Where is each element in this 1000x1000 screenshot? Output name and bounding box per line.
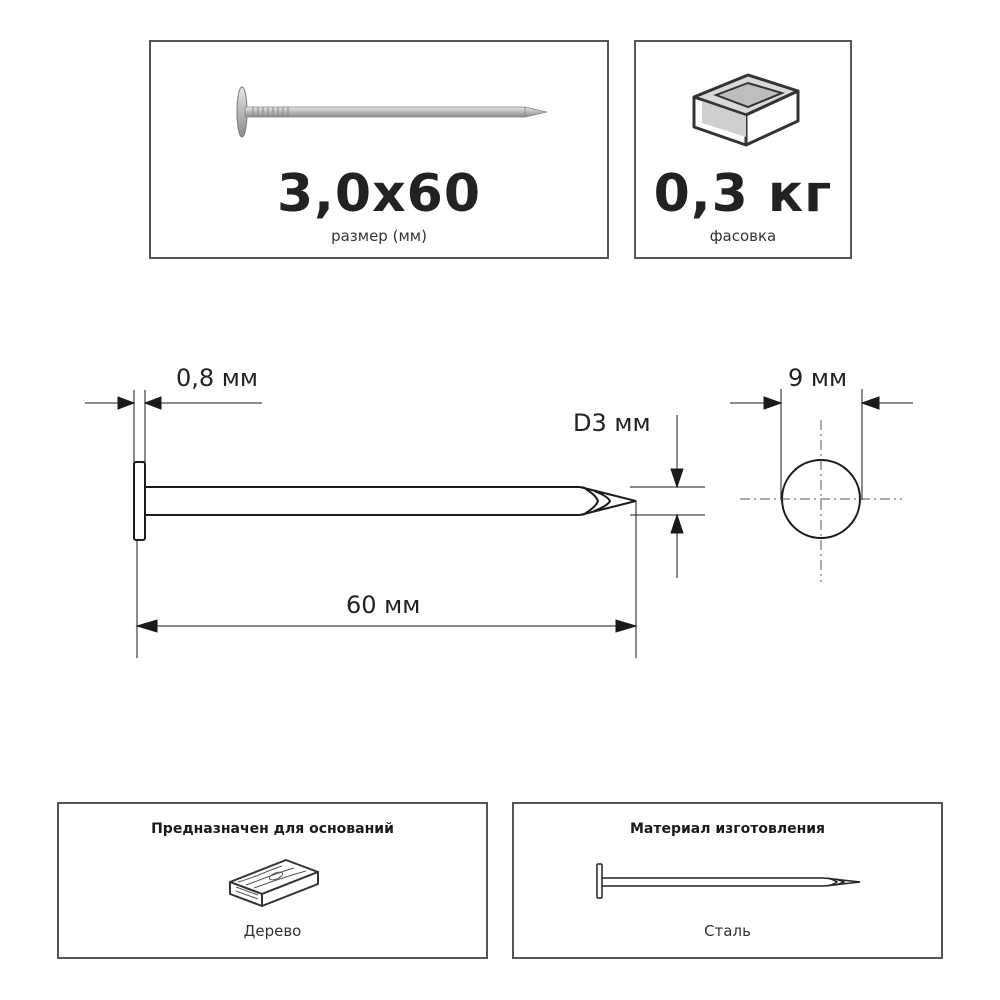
material-card [512, 802, 943, 959]
wood-plank-icon [224, 852, 324, 912]
material-label: Сталь [704, 922, 751, 940]
head-diameter-label: 9 мм [788, 364, 848, 392]
size-value: 3,0x60 [276, 164, 482, 224]
material-title: Материал изготовления [629, 821, 826, 837]
nail-icon [590, 862, 870, 902]
size-caption: размер (мм) [331, 227, 427, 245]
nail-head [134, 462, 145, 540]
length-label: 60 мм [346, 591, 421, 619]
pack-caption: фасовка [709, 227, 777, 245]
head-thickness-label: 0,8 мм [176, 364, 259, 392]
base-label: Дерево [243, 922, 302, 940]
base-card [57, 802, 488, 959]
base-title: Предназначен для оснований [151, 821, 394, 837]
shank-diameter-label: D3 мм [573, 409, 651, 437]
pack-value: 0,3 кг [653, 164, 833, 224]
